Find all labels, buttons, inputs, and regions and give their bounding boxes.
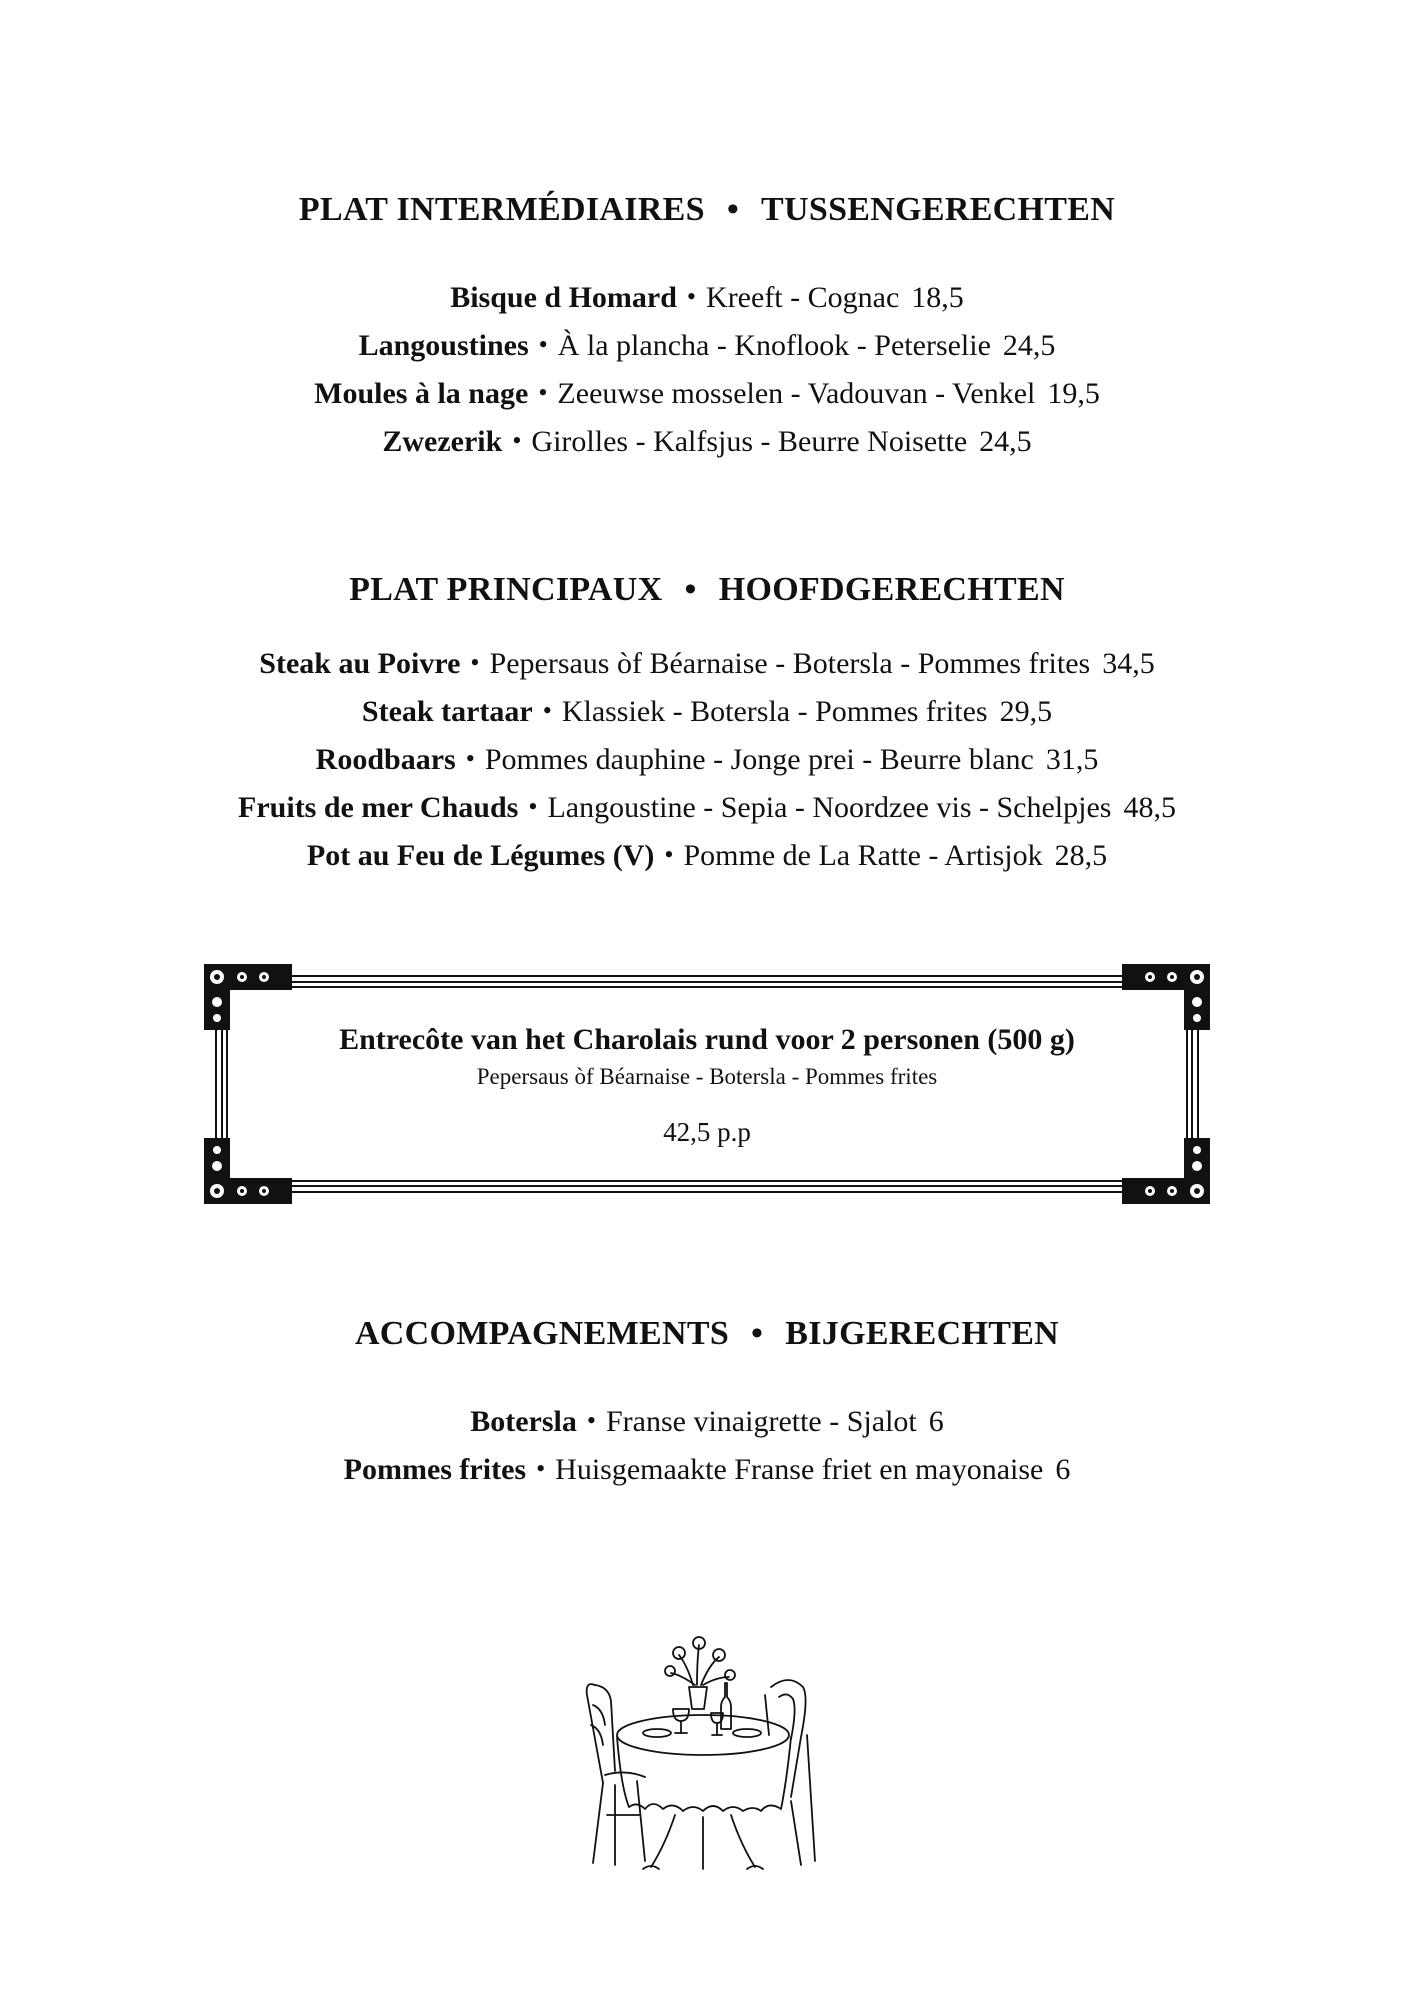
item-name: Steak au Poivre — [259, 647, 461, 680]
item-bullet: • — [586, 1406, 596, 1435]
item-name: Pot au Feu de Légumes (V) — [306, 839, 655, 872]
item-bullet: • — [664, 840, 674, 869]
menu-item — [0, 418, 1414, 466]
item-description: Pomme de La Ratte - Artisjok — [683, 839, 1043, 872]
menu-item — [0, 784, 1414, 832]
item-price: 19,5 — [1047, 377, 1100, 410]
section-intermediate — [0, 188, 1414, 466]
section-title-sides — [0, 1312, 1414, 1356]
item-bullet: • — [528, 792, 538, 821]
item-price: 31,5 — [1045, 743, 1099, 776]
menu-item — [0, 370, 1414, 418]
item-name: Botersla — [470, 1405, 577, 1438]
item-name: Moules à la nage — [314, 377, 529, 410]
menu-item — [0, 1446, 1414, 1494]
item-description: Kreeft - Cognac — [706, 281, 900, 314]
special-title: Entrecôte van het Charolais rund voor 2 personen (500 g) — [339, 1023, 1075, 1056]
item-name: Steak tartaar — [361, 695, 533, 728]
section-main — [0, 568, 1414, 880]
item-price: 24,5 — [1002, 329, 1056, 362]
item-price: 29,5 — [999, 695, 1053, 728]
item-name: Bisque d Homard — [450, 281, 677, 314]
item-bullet: • — [465, 744, 475, 773]
item-description: À la plancha - Knoflook - Peterselie — [557, 329, 991, 362]
item-price: 6 — [928, 1405, 944, 1438]
bistro-table-illustration — [575, 1625, 835, 1885]
item-name: Roodbaars — [315, 743, 456, 776]
menu-item — [0, 832, 1414, 880]
item-list — [0, 274, 1414, 466]
menu-item — [0, 274, 1414, 322]
item-bullet: • — [512, 426, 522, 455]
section-title-intermediate — [0, 188, 1414, 232]
item-bullet: • — [538, 378, 548, 407]
item-description: Pommes dauphine - Jonge prei - Beurre blanc — [484, 743, 1034, 776]
section-title-nl: HOOFDGERECHTEN — [718, 571, 1065, 608]
item-bullet: • — [542, 696, 552, 725]
item-bullet: • — [470, 648, 480, 677]
title-separator: • — [751, 1315, 764, 1352]
title-separator: • — [726, 191, 740, 228]
bistro-table-icon — [575, 1625, 835, 1885]
item-description: Langoustine - Sepia - Noordzee vis - Schelpjes — [547, 791, 1112, 824]
item-description: Franse vinaigrette - Sjalot — [605, 1405, 917, 1438]
item-description: Zeeuwse mosselen - Vadouvan - Venkel — [557, 377, 1036, 410]
item-name: Fruits de mer Chauds — [238, 791, 519, 824]
special-price: 42,5 p.p — [663, 1117, 751, 1147]
menu-item — [0, 640, 1414, 688]
section-title-fr: ACCOMPAGNEMENTS — [354, 1315, 730, 1352]
section-title-nl: TUSSENGERECHTEN — [761, 191, 1116, 228]
item-list — [0, 640, 1414, 880]
section-title-main — [0, 568, 1414, 612]
section-title-fr: PLAT PRINCIPAUX — [349, 571, 663, 608]
section-title-nl: BIJGERECHTEN — [785, 1315, 1060, 1352]
item-bullet: • — [538, 330, 548, 359]
section-sides — [0, 1312, 1414, 1494]
item-description: Huisgemaakte Franse friet en mayonaise — [555, 1453, 1044, 1486]
menu-item — [0, 736, 1414, 784]
item-name: Pommes frites — [343, 1453, 527, 1486]
title-separator: • — [684, 571, 697, 608]
item-price: 6 — [1055, 1453, 1071, 1486]
menu-item — [0, 322, 1414, 370]
menu-item — [0, 1398, 1414, 1446]
item-price: 48,5 — [1123, 791, 1176, 824]
item-bullet: • — [536, 1454, 546, 1483]
menu-item — [0, 688, 1414, 736]
item-price: 28,5 — [1054, 839, 1108, 872]
item-bullet: • — [686, 282, 697, 311]
section-title-fr: PLAT INTERMÉDIAIRES — [298, 191, 705, 228]
special-subtitle: Pepersaus òf Béarnaise - Botersla - Pommes frites — [476, 1064, 938, 1089]
item-price: 18,5 — [911, 281, 964, 314]
item-name: Zwezerik — [382, 425, 503, 458]
special-frame — [202, 962, 1212, 1206]
item-description: Girolles - Kalfsjus - Beurre Noisette — [531, 425, 968, 458]
item-description: Pepersaus òf Béarnaise - Botersla - Pommes frites — [489, 647, 1091, 680]
item-price: 34,5 — [1102, 647, 1155, 680]
special-content — [202, 1020, 1212, 1150]
item-name: Langoustines — [358, 329, 529, 362]
item-description: Klassiek - Botersla - Pommes frites — [561, 695, 988, 728]
item-list — [0, 1398, 1414, 1494]
item-price: 24,5 — [979, 425, 1032, 458]
